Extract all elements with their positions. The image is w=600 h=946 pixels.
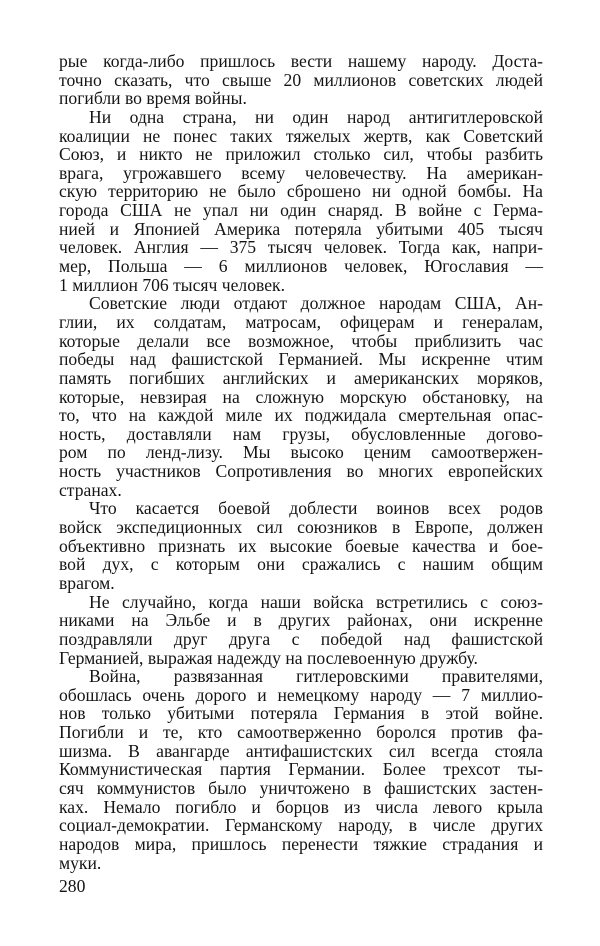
text-line: память погибших английских и американских моряков, — [59, 367, 543, 388]
paragraph — [59, 52, 543, 108]
text-line: Что касается боевой доблести воинов всех родов — [89, 498, 543, 519]
text-line: нией и Японией Америка потеряла убитыми 405 тысяч — [59, 218, 543, 239]
text-line: Союз, и никто не приложил столько сил, чтобы разбить — [59, 144, 543, 165]
text-line: странах. — [59, 479, 122, 500]
text-line: муки. — [59, 852, 102, 873]
text-line: победы над фашистской Германией. Мы искренне чтим — [59, 349, 543, 370]
text-line: шизма. В авангарде антифашистских сил всегда стояла — [59, 740, 543, 761]
text-line: ром по ленд-лизу. Мы высоко ценим самоотвержен- — [59, 442, 543, 463]
text-line: города США не упал ни один снаряд. В войне с Герма- — [59, 200, 543, 221]
page-number: 280 — [59, 876, 86, 896]
text-line: то, что на каждой миле их поджидала смертельная опас- — [59, 405, 543, 426]
text-line: ках. Немало погибло и борцов из числа левого крыла — [59, 796, 543, 817]
text-line: Советские люди отдают должное народам США, Ан- — [89, 293, 543, 314]
text-line: скую территорию не было сброшено ни одной бомбы. На — [59, 181, 543, 202]
paragraph — [59, 667, 543, 872]
text-line: сяч коммунистов было уничтожено в фашистских застен- — [59, 777, 543, 798]
text-line: глии, их солдатам, матросам, офицерам и генералам, — [59, 311, 543, 332]
text-line: погибли во время войны. — [59, 88, 247, 109]
text-line: мер, Польша — 6 миллионов человек, Югославия — — [59, 256, 543, 277]
paragraph — [59, 294, 543, 499]
text-line: Погибли и те, кто самоотверженно боролся против фа- — [59, 722, 543, 743]
text-line: Ни одна страна, ни один народ антигитлеровской — [89, 106, 543, 127]
text-line: ность, доставляли нам грузы, обусловленные догово- — [59, 423, 543, 444]
paragraph — [59, 499, 543, 592]
text-line: рые когда-либо пришлось вести нашему народу. Доста- — [59, 51, 543, 71]
text-line: которые делали все возможное, чтобы приблизить час — [59, 330, 543, 351]
text-line: войск экспедиционных сил союзников в Европе, должен — [59, 517, 543, 538]
text-line: народов мира, пришлось перенести тяжкие страдания и — [59, 833, 543, 854]
text-line: поздравляли друг друга с победой над фашистской — [59, 628, 543, 649]
text-line: Война, развязанная гитлеровскими правителями, — [89, 666, 543, 687]
text-line: Коммунистическая партия Германии. Более трехсот ты- — [59, 759, 543, 780]
paragraph — [59, 108, 543, 294]
page-body-text — [59, 52, 543, 872]
text-line: врагом. — [59, 572, 115, 593]
text-line: социал-демократии. Германскому народу, в числе других — [59, 815, 543, 836]
text-line: ность участников Сопротивления во многих европейских — [59, 461, 543, 482]
text-line: которые, невзирая на сложную морскую обстановку, на — [59, 386, 543, 407]
text-line: Не случайно, когда наши войска встретились с союз- — [89, 591, 543, 612]
text-line: вой дух, с которым они сражались с нашим общим — [59, 554, 543, 575]
text-line: врага, угрожавшего всему человечеству. На американ- — [59, 162, 543, 183]
text-line: коалиции не понес таких тяжелых жертв, как Советский — [59, 125, 543, 146]
text-line: нов только убитыми потеряла Германия в этой войне. — [59, 703, 543, 724]
text-line: обошлась очень дорого и немецкому народу — 7 миллио- — [59, 684, 543, 705]
text-line: никами на Эльбе и в других районах, они искренне — [59, 610, 543, 631]
text-line: объективно признать их высокие боевые качества и бое- — [59, 535, 543, 556]
text-line: Германией, выражая надежду на послевоенную дружбу. — [59, 647, 478, 668]
text-line: точно сказать, что свыше 20 миллионов советских людей — [59, 69, 543, 90]
text-line: 1 миллион 706 тысяч человек. — [59, 274, 285, 295]
paragraph — [59, 593, 543, 668]
text-line: человек. Англия — 375 тысяч человек. Тогда как, напри- — [59, 237, 543, 258]
